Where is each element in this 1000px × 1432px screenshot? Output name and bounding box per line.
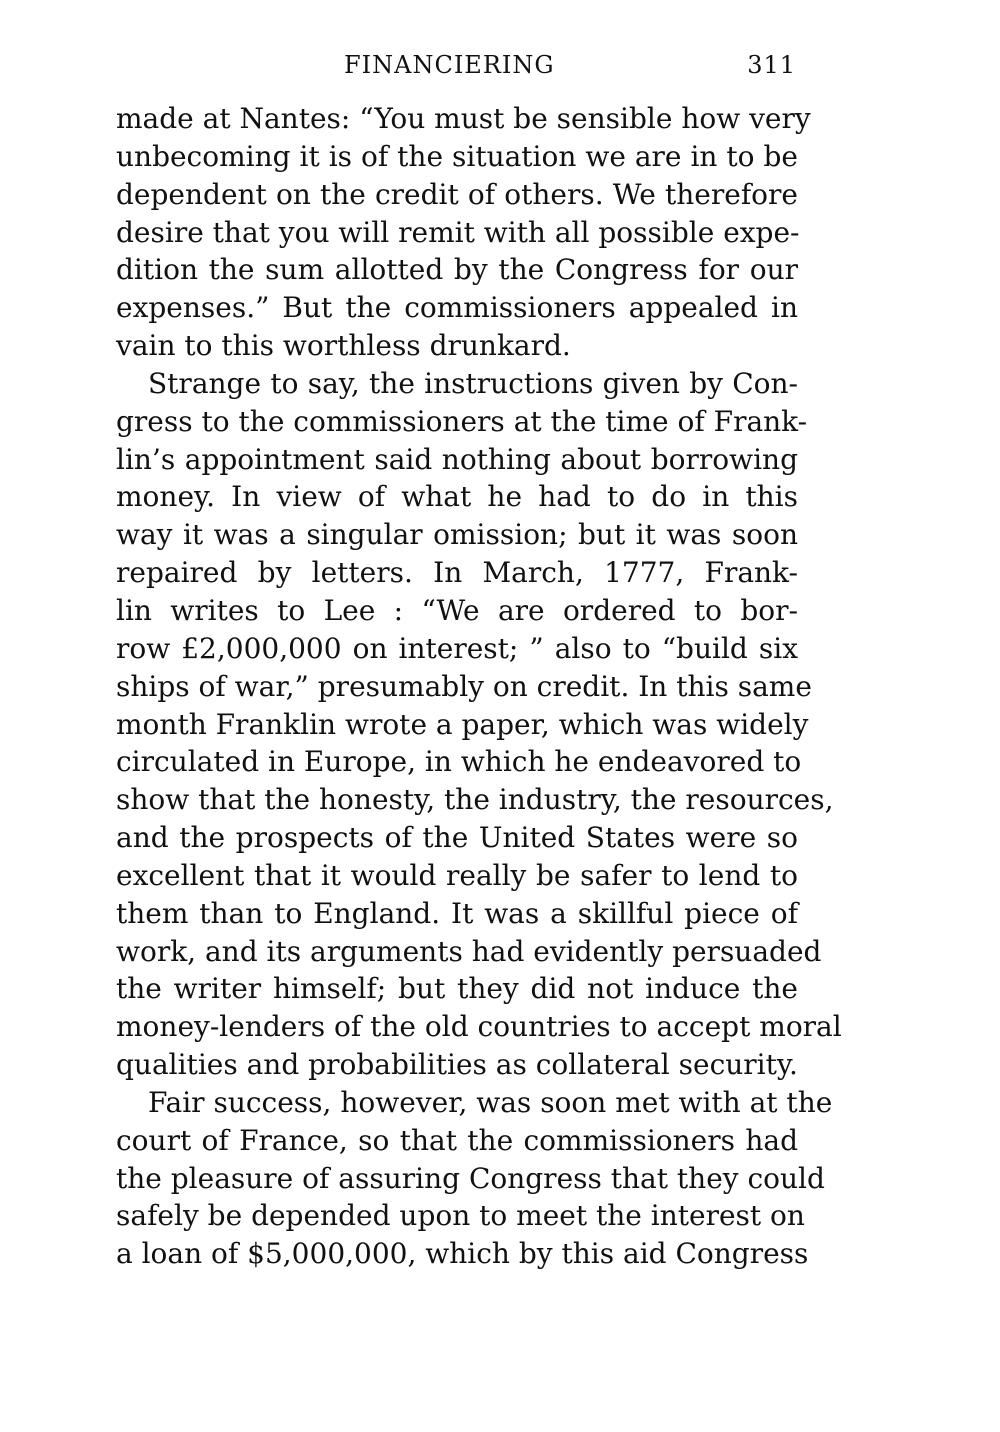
text-line: safely be depended upon to meet the interest on xyxy=(116,1199,805,1233)
text-line: circulated in Europe, in which he endeavored to xyxy=(116,745,802,779)
text-line: a loan of $5,000,000, which by this aid Congress xyxy=(116,1237,809,1271)
text-line: month Franklin wrote a paper, which was widely xyxy=(116,707,809,741)
text-line: show that the honesty, the industry, the resources, xyxy=(116,783,834,817)
text-line: Strange to say, the instructions given by Con- xyxy=(148,366,798,400)
text-line: Fair success, however, was soon met with at the xyxy=(148,1085,833,1119)
text-line: court of France, so that the commissioners had xyxy=(116,1123,798,1157)
text-line: qualities and probabilities as collateral security. xyxy=(116,1048,798,1082)
text-line: vain to this worthless drunkard. xyxy=(116,329,571,363)
text-line: excellent that it would really be safer to lend to xyxy=(116,858,798,892)
text-line: and the prospects of the United States were so xyxy=(116,821,798,855)
text-line: unbecoming it is of the situation we are in to be xyxy=(116,139,798,173)
body-text xyxy=(116,100,842,1273)
text-line: lin writes to Lee : “We are ordered to bor- xyxy=(116,593,798,627)
text-line: money-lenders of the old countries to accept moral xyxy=(116,1010,842,1044)
text-line: made at Nantes: “You must be sensible how very xyxy=(116,102,811,135)
text-line: row £2,000,000 on interest; ” also to “build six xyxy=(116,631,798,665)
text-line: lin’s appointment said nothing about borrowing xyxy=(116,442,798,476)
text-line: repaired by letters. In March, 1777, Frank- xyxy=(116,556,798,590)
text-line: ships of war,” presumably on credit. In this same xyxy=(116,669,812,703)
text-line: desire that you will remit with all possible expe- xyxy=(116,215,800,249)
text-line: the pleasure of assuring Congress that they could xyxy=(116,1161,825,1195)
running-head: FINANCIERING xyxy=(344,51,555,79)
text-line: gress to the commissioners at the time of Frank- xyxy=(116,404,808,438)
page-number: 311 xyxy=(747,51,796,79)
text-line: money. In view of what he had to do in this xyxy=(116,480,798,514)
text-line: way it was a singular omission; but it was soon xyxy=(116,518,798,552)
text-line: work, and its arguments had evidently persuaded xyxy=(116,934,822,968)
text-line: dition the sum allotted by the Congress for our xyxy=(116,253,798,287)
text-line: dependent on the credit of others. We therefore xyxy=(116,177,798,211)
text-line: expenses.” But the commissioners appealed in xyxy=(116,291,798,325)
page-header xyxy=(116,48,796,82)
text-line: the writer himself; but they did not induce the xyxy=(116,972,798,1006)
text-line: them than to England. It was a skillful piece of xyxy=(116,896,798,930)
